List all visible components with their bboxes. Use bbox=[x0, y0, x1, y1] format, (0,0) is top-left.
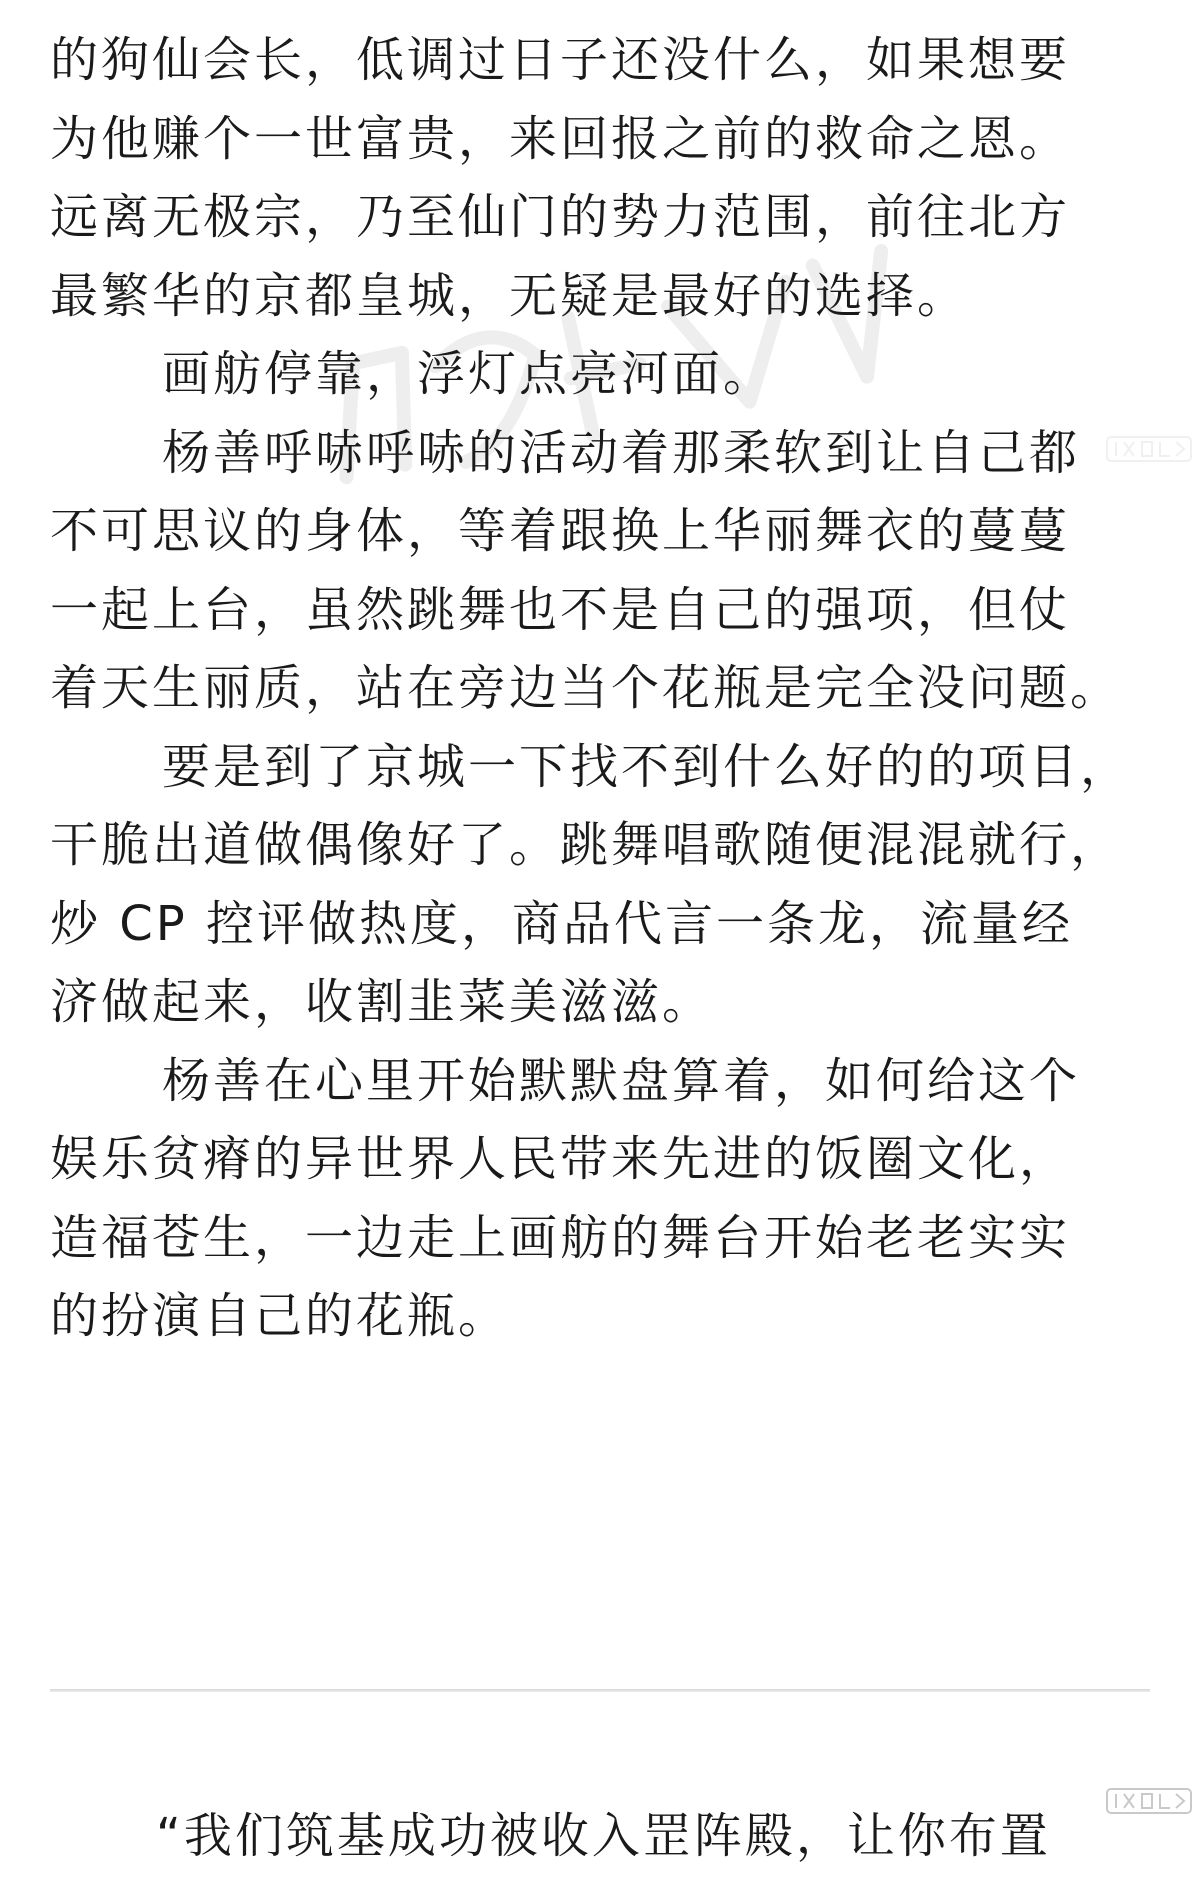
text-line: 为他赚个一世富贵，来回报之前的救命之恩。 bbox=[50, 111, 1071, 167]
text-line: 济做起来，收割韭菜美滋滋。 bbox=[50, 974, 714, 1030]
text-line: 不可思议的身体，等着跟换上华丽舞衣的蔓蔓 bbox=[50, 503, 1071, 559]
next-section-first-line: “我们筑基成功被收入罡阵殿，让你布置 bbox=[156, 1808, 1051, 1864]
text-line: 最繁华的京都皇城，无疑是最好的选择。 bbox=[50, 268, 969, 324]
text-line: 干脆出道做偶像好了。跳舞唱歌随便混混就行， bbox=[50, 817, 1122, 873]
text-line: 炒 CP 控评做热度，商品代言一条龙，流量经 bbox=[50, 896, 1073, 952]
text-line: 画舫停靠，浮灯点亮河面。 bbox=[162, 346, 775, 402]
text-line: 一起上台，虽然跳舞也不是自己的强项，但仗 bbox=[50, 582, 1071, 638]
text-line: 着天生丽质，站在旁边当个花瓶是完全没问题。 bbox=[50, 660, 1122, 716]
text-line: 的狗仙会长，低调过日子还没什么，如果想要 bbox=[50, 32, 1071, 88]
text-line: 的扮演自己的花瓶。 bbox=[50, 1288, 510, 1344]
text-line: 杨善呼哧呼哧的活动着那柔软到让自己都 bbox=[162, 425, 1081, 481]
section-divider bbox=[50, 1689, 1150, 1692]
watermark-corner-icon bbox=[1106, 1788, 1192, 1814]
text-line: 娱乐贫瘠的异世界人民带来先进的饭圈文化， bbox=[50, 1131, 1071, 1187]
text-line: 要是到了京城一下找不到什么好的的项目， bbox=[162, 739, 1132, 795]
text-line: 杨善在心里开始默默盘算着，如何给这个 bbox=[162, 1053, 1081, 1109]
text-line: 造福苍生，一边走上画舫的舞台开始老老实实 bbox=[50, 1210, 1071, 1266]
text-line: 远离无极宗，乃至仙门的势力范围，前往北方 bbox=[50, 189, 1071, 245]
